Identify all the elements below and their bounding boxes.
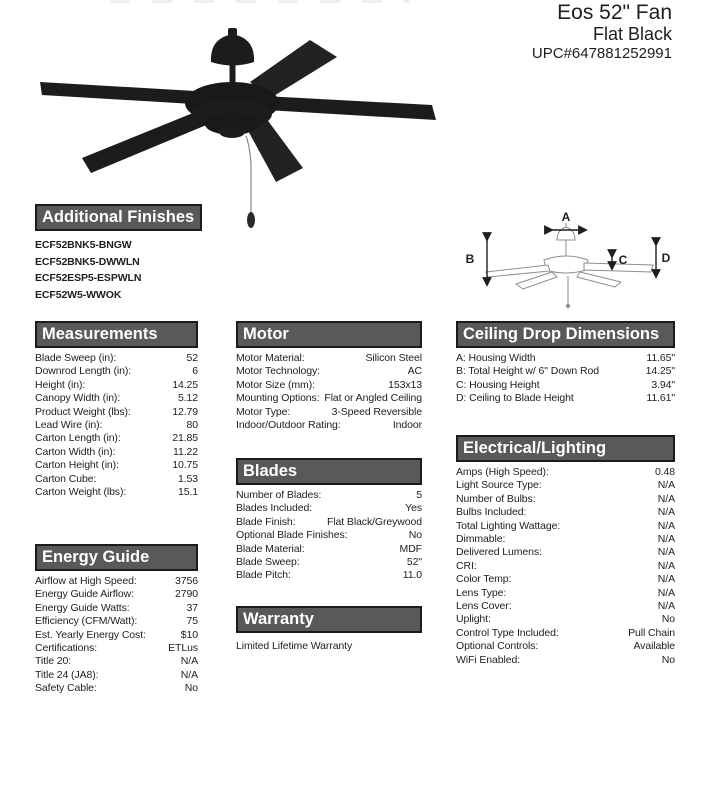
finish-code: ECF52ESP5-ESPWLN bbox=[35, 272, 142, 285]
spec-value: No bbox=[661, 613, 675, 626]
spec-row bbox=[35, 379, 198, 392]
spec-value: N/A bbox=[657, 546, 675, 559]
spec-row bbox=[35, 602, 198, 615]
spec-label: Safety Cable: bbox=[35, 682, 97, 695]
spec-row bbox=[456, 546, 675, 559]
spec-label: Efficiency (CFM/Watt): bbox=[35, 615, 138, 628]
spec-label: Energy Guide Airflow: bbox=[35, 588, 134, 601]
spec-row bbox=[35, 446, 198, 459]
spec-label: Title 24 (JA8): bbox=[35, 668, 99, 681]
spec-value: 5.12 bbox=[177, 392, 198, 405]
spec-label: Title 20: bbox=[35, 655, 72, 668]
spec-label: Color Temp: bbox=[456, 573, 512, 586]
spec-row bbox=[236, 569, 422, 582]
spec-rows bbox=[35, 575, 198, 696]
spec-label: Certifications: bbox=[35, 642, 98, 655]
spec-row bbox=[456, 627, 675, 640]
spec-label: Carton Height (in): bbox=[35, 459, 119, 472]
spec-row bbox=[236, 502, 422, 515]
spec-value: 3.94" bbox=[651, 378, 675, 391]
product-title: Eos 52" Fan bbox=[557, 1, 672, 24]
spec-row bbox=[35, 682, 198, 695]
spec-label: Dimmable: bbox=[456, 533, 506, 546]
spec-row bbox=[35, 642, 198, 655]
spec-row bbox=[456, 587, 675, 600]
spec-label: Canopy Width (in): bbox=[35, 392, 121, 405]
spec-row bbox=[35, 406, 198, 419]
spec-label: Carton Width (in): bbox=[35, 445, 116, 458]
spec-row bbox=[456, 379, 675, 392]
spec-value: ETLus bbox=[168, 642, 198, 655]
section-header bbox=[236, 606, 422, 633]
spec-row bbox=[35, 575, 198, 588]
spec-label: Est. Yearly Energy Cost: bbox=[35, 628, 146, 641]
spec-row bbox=[456, 479, 675, 492]
spec-label: Height (in): bbox=[35, 378, 86, 391]
section-ceiling-drop-dimensions bbox=[456, 321, 675, 406]
spec-row bbox=[35, 615, 198, 628]
spec-value: 11.22 bbox=[173, 445, 198, 458]
ceiling-drop-diagram bbox=[456, 203, 696, 315]
spec-row bbox=[35, 486, 198, 499]
spec-value: Available bbox=[633, 640, 675, 653]
spec-row bbox=[456, 352, 675, 365]
spec-label: Total Lighting Wattage: bbox=[456, 519, 561, 532]
spec-value: 12.79 bbox=[172, 405, 198, 418]
spec-row bbox=[456, 520, 675, 533]
spec-label: Energy Guide Watts: bbox=[35, 601, 130, 614]
spec-label: Downrod Length (in): bbox=[35, 365, 132, 378]
spec-row bbox=[456, 560, 675, 573]
spec-row bbox=[35, 473, 198, 486]
spec-label: Uplight: bbox=[456, 613, 491, 626]
section-header bbox=[35, 204, 202, 231]
spec-label: Lens Type: bbox=[456, 586, 507, 599]
spec-value: 14.25 bbox=[172, 378, 198, 391]
spec-value: $10 bbox=[180, 628, 198, 641]
spec-value: 37 bbox=[186, 601, 198, 614]
spec-row bbox=[35, 432, 198, 445]
spec-label: C: Housing Height bbox=[456, 378, 540, 391]
finish-list bbox=[35, 237, 202, 303]
cropped-logo-artifact bbox=[110, 0, 410, 3]
spec-row bbox=[236, 406, 422, 419]
spec-label: Airflow at High Speed: bbox=[35, 575, 137, 587]
section-warranty bbox=[236, 606, 422, 652]
fan-dimension-diagram-icon bbox=[456, 203, 696, 315]
spec-row bbox=[456, 533, 675, 546]
spec-label: Carton Length (in): bbox=[35, 432, 121, 445]
spec-row bbox=[236, 379, 422, 392]
spec-row bbox=[35, 365, 198, 378]
spec-value: 11.61" bbox=[646, 392, 675, 405]
spec-label: CRI: bbox=[456, 559, 477, 572]
spec-value: No bbox=[184, 682, 198, 695]
section-header bbox=[236, 458, 422, 485]
spec-label: Carton Cube: bbox=[35, 472, 97, 485]
spec-row bbox=[456, 654, 675, 667]
spec-row bbox=[236, 352, 422, 365]
spec-label: Motor Size (mm): bbox=[236, 378, 315, 391]
spec-row bbox=[35, 419, 198, 432]
dim-label-a: A bbox=[561, 210, 571, 224]
spec-row bbox=[236, 556, 422, 569]
warranty-text: Limited Lifetime Warranty bbox=[236, 640, 353, 652]
spec-value: 75 bbox=[186, 615, 198, 628]
spec-label: Lens Cover: bbox=[456, 600, 512, 613]
spec-label: A: Housing Width bbox=[456, 352, 536, 364]
spec-row bbox=[236, 529, 422, 542]
section-header bbox=[35, 544, 198, 571]
spec-label: Light Source Type: bbox=[456, 479, 542, 492]
spec-row bbox=[236, 419, 422, 432]
spec-label: WiFi Enabled: bbox=[456, 653, 521, 666]
finish-code: ECF52BNK5-BNGW bbox=[35, 239, 132, 251]
spec-label: Blade Pitch: bbox=[236, 569, 291, 582]
spec-row bbox=[35, 392, 198, 405]
spec-value: Pull Chain bbox=[628, 626, 675, 639]
spec-row bbox=[456, 573, 675, 586]
spec-value: N/A bbox=[657, 519, 675, 532]
spec-value: No bbox=[408, 529, 422, 542]
spec-label: Optional Controls: bbox=[456, 640, 539, 653]
spec-value: Indoor bbox=[392, 419, 422, 432]
spec-value: No bbox=[661, 653, 675, 666]
spec-label: B: Total Height w/ 6" Down Rod bbox=[456, 365, 599, 378]
spec-row bbox=[35, 588, 198, 601]
spec-row bbox=[35, 459, 198, 472]
section-header bbox=[236, 321, 422, 348]
fan-photo bbox=[20, 10, 458, 232]
spec-value: N/A bbox=[657, 573, 675, 586]
spec-value: 14.25" bbox=[645, 365, 675, 378]
spec-value: N/A bbox=[657, 479, 675, 492]
section-title: Warranty bbox=[243, 610, 314, 628]
spec-value: Yes bbox=[405, 502, 422, 515]
spec-label: Control Type Included: bbox=[456, 626, 559, 639]
spec-label: Lead Wire (in): bbox=[35, 419, 103, 432]
spec-label: Blade Sweep (in): bbox=[35, 352, 117, 364]
product-upc: UPC#647881252991 bbox=[531, 45, 672, 62]
spec-label: Number of Bulbs: bbox=[456, 492, 536, 505]
spec-rows bbox=[236, 489, 422, 583]
spec-value: 3-Speed Reversible bbox=[331, 405, 422, 418]
spec-label: D: Ceiling to Blade Height bbox=[456, 392, 574, 405]
section-title: Ceiling Drop Dimensions bbox=[463, 325, 660, 343]
spec-value: 15.1 bbox=[177, 486, 198, 499]
spec-label: Motor Material: bbox=[236, 352, 305, 364]
spec-label: Delivered Lumens: bbox=[456, 546, 542, 559]
spec-row bbox=[456, 365, 675, 378]
spec-value: N/A bbox=[180, 655, 198, 668]
spec-row bbox=[236, 365, 422, 378]
spec-value: 10.75 bbox=[172, 459, 198, 472]
spec-row bbox=[456, 392, 675, 405]
spec-row bbox=[456, 600, 675, 613]
finish-code: ECF52W5-WWOK bbox=[35, 288, 122, 301]
spec-value: N/A bbox=[180, 668, 198, 681]
spec-label: Blade Sweep: bbox=[236, 556, 300, 569]
section-title: Additional Finishes bbox=[42, 208, 195, 226]
spec-row bbox=[236, 516, 422, 529]
spec-row bbox=[236, 392, 422, 405]
section-measurements bbox=[35, 321, 198, 499]
spec-value: Flat or Angled Ceiling bbox=[324, 392, 422, 405]
section-additional-finishes bbox=[35, 204, 202, 303]
spec-row bbox=[456, 613, 675, 626]
section-title: Energy Guide bbox=[42, 548, 150, 566]
spec-rows bbox=[236, 352, 422, 432]
spec-row bbox=[35, 669, 198, 682]
spec-label: Amps (High Speed): bbox=[456, 466, 549, 478]
spec-value: 3756 bbox=[175, 575, 198, 587]
section-electrical-lighting bbox=[456, 435, 675, 667]
section-title: Blades bbox=[243, 462, 298, 480]
spec-value: N/A bbox=[657, 559, 675, 572]
spec-rows bbox=[456, 352, 675, 406]
ceiling-fan-image-icon bbox=[20, 10, 458, 232]
section-motor bbox=[236, 321, 422, 432]
spec-value: 0.48 bbox=[654, 466, 675, 478]
section-header bbox=[456, 435, 675, 462]
spec-value: 52" bbox=[406, 556, 422, 569]
product-finish: Flat Black bbox=[592, 24, 672, 44]
spec-row bbox=[456, 466, 675, 479]
spec-value: 21.85 bbox=[172, 432, 198, 445]
spec-value: 11.0 bbox=[402, 569, 422, 582]
spec-value: 1.53 bbox=[177, 472, 198, 485]
spec-label: Motor Technology: bbox=[236, 365, 320, 378]
section-energy-guide bbox=[35, 544, 198, 696]
section-header bbox=[35, 321, 198, 348]
spec-label: Blades Included: bbox=[236, 502, 313, 515]
spec-rows bbox=[456, 466, 675, 667]
spec-value: 2790 bbox=[175, 588, 198, 601]
spec-row bbox=[456, 640, 675, 653]
spec-label: Blade Material: bbox=[236, 542, 305, 555]
spec-value: 5 bbox=[416, 489, 422, 501]
section-title: Electrical/Lighting bbox=[463, 439, 607, 457]
spec-value: 6 bbox=[192, 365, 198, 378]
spec-row bbox=[35, 352, 198, 365]
spec-value: 80 bbox=[186, 419, 198, 432]
spec-row bbox=[456, 493, 675, 506]
spec-label: Carton Weight (lbs): bbox=[35, 486, 127, 499]
spec-value: 11.65" bbox=[646, 352, 675, 364]
finish-code: ECF52BNK5-DWWLN bbox=[35, 255, 140, 268]
spec-label: Bulbs Included: bbox=[456, 506, 527, 519]
dim-label-b: B bbox=[465, 252, 475, 266]
spec-label: Motor Type: bbox=[236, 405, 291, 418]
spec-row bbox=[35, 629, 198, 642]
spec-rows bbox=[35, 352, 198, 499]
title-block bbox=[532, 1, 672, 63]
spec-value: AC bbox=[407, 365, 422, 378]
spec-row bbox=[236, 543, 422, 556]
spec-row bbox=[456, 506, 675, 519]
spec-value: MDF bbox=[399, 542, 422, 555]
section-title: Motor bbox=[243, 325, 289, 343]
spec-value: 153x13 bbox=[388, 378, 422, 391]
dim-label-c: C bbox=[618, 253, 628, 267]
spec-label: Blade Finish: bbox=[236, 515, 296, 528]
section-title: Measurements bbox=[42, 325, 158, 343]
spec-value: Silicon Steel bbox=[365, 352, 422, 364]
spec-label: Mounting Options: bbox=[236, 392, 320, 405]
spec-value: N/A bbox=[657, 506, 675, 519]
spec-value: N/A bbox=[657, 492, 675, 505]
spec-row bbox=[236, 489, 422, 502]
spec-value: N/A bbox=[657, 600, 675, 613]
spec-label: Indoor/Outdoor Rating: bbox=[236, 419, 341, 432]
dim-label-d: D bbox=[661, 251, 671, 265]
section-blades bbox=[236, 458, 422, 583]
spec-value: N/A bbox=[657, 533, 675, 546]
spec-value: N/A bbox=[657, 586, 675, 599]
spec-label: Product Weight (lbs): bbox=[35, 405, 131, 418]
spec-label: Number of Blades: bbox=[236, 489, 322, 501]
spec-value: Flat Black/Greywood bbox=[327, 515, 422, 528]
spec-value: 52 bbox=[186, 352, 198, 364]
section-header bbox=[456, 321, 675, 348]
spec-label: Optional Blade Finishes: bbox=[236, 529, 348, 542]
spec-row bbox=[35, 655, 198, 668]
